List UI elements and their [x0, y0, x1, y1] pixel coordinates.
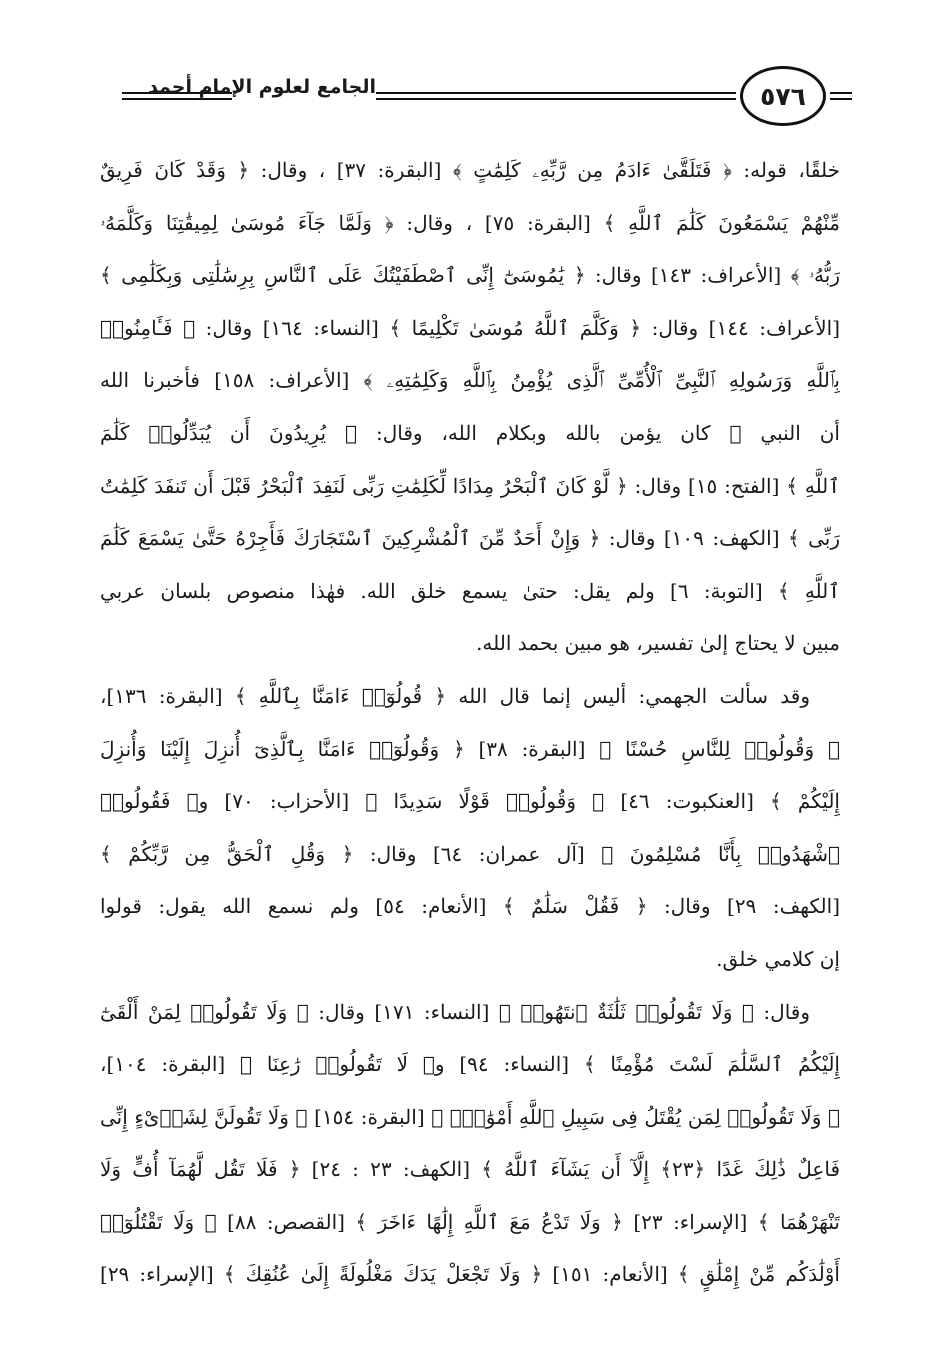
text-line: أَوْلَٰدَكُم مِّنْ إِمْلَٰقٍ ﴾ [الأنعام: ١٥١] ﴿ وَلَا تَجْعَلْ يَدَكَ مَغْلُولَةً إِلَىٰ عُنُقِكَ ﴾ [الإسراء: ٢٩]	[100, 1262, 840, 1287]
text-line: ﴿ وَلَا تَقُولُوا۟ لِمَن يُقْتَلُ فِى سَبِيلِ ٱللَّهِ أَمْوَٰتٌۢ ﴾ [البقرة: ١٥٤] ﴿ وَلَا تَقُولَنَّ لِشَا۟ىْءٍ إِنِّى	[100, 1104, 840, 1129]
text-line: ٱشْهَدُوا۟ بِأَنَّا مُسْلِمُونَ ﴾ [آل عمران: ٦٤] وقال: ﴿ وَقُلِ ٱلْحَقُّ مِن رَّبِّكُمْ ﴾	[100, 841, 840, 866]
text-line: ﴿ وَقُولُوا۟ لِلنَّاسِ حُسْنًا ﴾ [البقرة: ٣٨] ﴿ وَقُولُوٓا۟ ءَامَنَّا بِٱلَّذِىٓ أُنزِلَ إِلَيْنَا وَأُنزِلَ	[100, 736, 840, 761]
running-title: الجامع لعلوم الإمام أحمد	[148, 76, 376, 98]
text-line: فَاعِلٌ ذَٰلِكَ غَدًا ﴿٢٣﴾ إِلَّآ أَن يَشَآءَ ٱللَّهُ ﴾ [الكهف: ٢٣ : ٢٤] ﴿ فَلَا تَقُل لَّهُمَآ أُفٍّ وَلَا	[100, 1157, 840, 1182]
text-line: [الأعراف: ١٤٤] وقال: ﴿ وَكَلَّمَ ٱللَّهُ مُوسَىٰ تَكْلِيمًا ﴾ [النساء: ١٦٤] وقال: ﴿ فَـَٔامِنُوا۟	[100, 315, 840, 340]
text-line: إِلَيْكُمُ ٱلسَّلَٰمَ لَسْتَ مُؤْمِنًا ﴾ [النساء: ٩٤] و﴿ لَا تَقُولُوا۟ رَٰعِنَا ﴾ [البقرة: ١٠٤]،	[100, 1052, 840, 1077]
text-line: إن كلامي خلق.	[716, 946, 840, 971]
text-line: وقد سألت الجهمي: أليس إنما قال الله ﴿ قُولُوٓا۟ ءَامَنَّا بِٱللَّهِ ﴾ [البقرة: ١٣٦]،	[100, 683, 810, 708]
text-line: رَبِّى ﴾ [الكهف: ١٠٩] وقال: ﴿ وَإِنْ أَحَدٌ مِّنَ ٱلْمُشْرِكِينَ ٱسْتَجَارَكَ فَأَجِرْهُ حَتَّىٰ يَسْمَعَ كَلَٰمَ	[100, 526, 840, 551]
paragraph-2	[100, 670, 840, 986]
body-text	[100, 144, 840, 1301]
text-line: إِلَيْكُمْ ﴾ [العنكبوت: ٤٦] ﴿ وَقُولُوا۟ قَوْلًا سَدِيدًا ﴾ [الأحزاب: ٧٠] و﴿ فَقُولُوا۟	[100, 789, 840, 814]
page-header	[100, 62, 850, 132]
text-line: مِّنْهُمْ يَسْمَعُونَ كَلَٰمَ ٱللَّهِ ﴾ [البقرة: ٧٥] ، وقال: ﴿ وَلَمَّا جَآءَ مُوسَىٰ لِمِيقَٰتِنَا وَكَلَّمَهُۥ	[100, 210, 840, 235]
paragraph-3	[100, 986, 840, 1302]
text-line: تَنْهَرْهُمَا ﴾ [الإسراء: ٢٣] ﴿ وَلَا تَدْعُ مَعَ ٱللَّهِ إِلَٰهًا ءَاخَرَ ﴾ [القصص: ٨٨] ﴿ وَلَا تَقْتُلُوٓا۟	[100, 1209, 840, 1234]
text-line: خلقًا، قوله: ﴿ فَتَلَقَّىٰ ءَادَمُ مِن رَّبِّهِۦ كَلِمَٰتٍ ﴾ [البقرة: ٣٧] ، وقال: ﴿ وَقَدْ كَانَ فَرِيقٌ	[100, 158, 840, 182]
page-number: ٥٧٦	[760, 81, 806, 111]
header-rule-right	[830, 92, 852, 100]
text-line: [الكهف: ٢٩] وقال: ﴿ فَقُلْ سَلَٰمٌ ﴾ [الأنعام: ٥٤] ولم نسمع الله يقول: قولوا	[100, 894, 840, 919]
text-line: وقال: ﴿ وَلَا تَقُولُوا۟ ثَلَٰثَةٌ ٱنتَهُوا۟ ﴾ [النساء: ١٧١] وقال: ﴿ وَلَا تَقُولُوا۟ لِمَنْ أَلْقَىٰٓ	[100, 999, 811, 1024]
text-line: مبين لا يحتاج إلىٰ تفسير، هو مبين بحمد الله.	[476, 631, 840, 656]
text-line: ٱللَّهِ ﴾ [التوبة: ٦] ولم يقل: حتىٰ يسمع خلق الله. فهٰذا منصوص بلسان عربي	[100, 578, 840, 603]
page-number-badge	[740, 66, 826, 126]
header-rule-middle	[376, 92, 736, 100]
text-line: ٱللَّهِ ﴾ [الفتح: ١٥] وقال: ﴿ لَّوْ كَانَ ٱلْبَحْرُ مِدَادًا لِّكَلِمَٰتِ رَبِّى لَنَفِدَ ٱلْبَحْرُ قَبْلَ أَن تَنفَدَ كَلِمَٰتُ	[100, 473, 840, 498]
paragraph-1	[100, 144, 840, 670]
text-line: بِٱللَّهِ وَرَسُولِهِ ٱلنَّبِىِّ ٱلْأُمِّىِّ ٱلَّذِى يُؤْمِنُ بِٱللَّهِ وَكَلِمَٰتِهِۦ ﴾ [الأعراف: ١٥٨] فأخبرنا الله	[100, 368, 840, 393]
text-line: رَبُّهُۥ ﴾ [الأعراف: ١٤٣] وقال: ﴿ يَٰمُوسَىٰٓ إِنِّى ٱصْطَفَيْتُكَ عَلَى ٱلنَّاسِ بِرِسَٰلَٰتِى وَبِكَلَٰمِى ﴾	[100, 263, 840, 288]
text-line: أن النبي ﷺ كان يؤمن بالله وبكلام الله، وقال: ﴿ يُرِيدُونَ أَن يُبَدِّلُوا۟ كَلَٰمَ	[100, 420, 840, 445]
